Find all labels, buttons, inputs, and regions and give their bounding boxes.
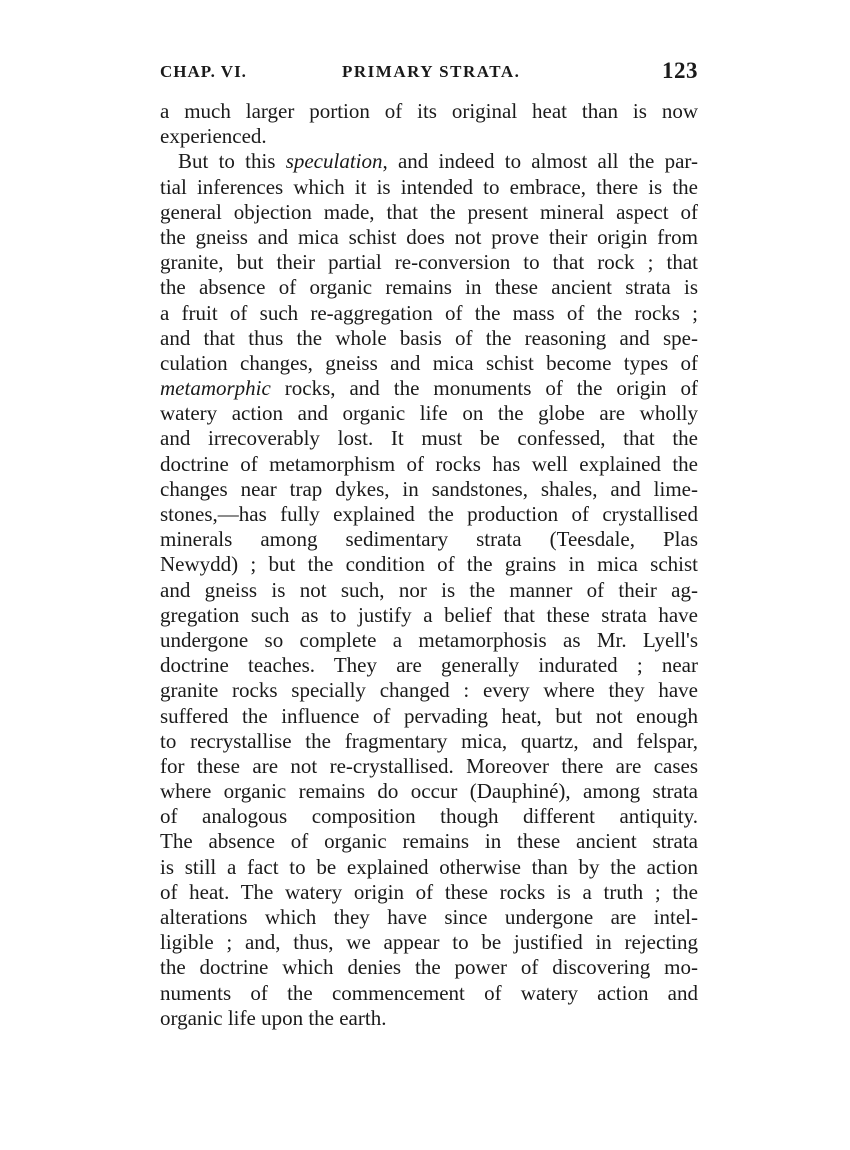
text-line: is still a fact to be explained otherwise than by the action <box>160 854 698 879</box>
text-line <box>160 376 698 401</box>
text-line: watery action and organic life on the globe are wholly <box>160 401 698 426</box>
italic-term: speculation <box>285 149 383 174</box>
text-line: minerals among sedimentary strata (Teesdale, Plas <box>160 527 698 552</box>
text-line: and irrecoverably lost. It must be confessed, that the <box>160 426 698 451</box>
text-line: of heat. The watery origin of these rocks is a truth ; the <box>160 879 698 904</box>
text-line: culation changes, gneiss and mica schist become types of <box>160 350 698 375</box>
text-line: doctrine of metamorphism of rocks has well explained the <box>160 451 698 476</box>
text-line: undergone so complete a metamorphosis as Mr. Lyell's <box>160 627 698 652</box>
page-number: 123 <box>662 58 698 83</box>
text-line: suffered the influence of pervading heat, but not enough <box>160 703 698 728</box>
text-line: experienced. <box>160 124 267 149</box>
text-line: general objection made, that the present mineral aspect of <box>160 199 698 224</box>
text-line: and gneiss is not such, nor is the manner of their ag- <box>160 577 698 602</box>
text-line: to recrystallise the fragmentary mica, quartz, and felspar, <box>160 728 698 753</box>
text-run: , and indeed to almost all the par- <box>382 149 698 174</box>
text-line: numents of the commencement of watery action and <box>160 980 698 1005</box>
chapter-label: CHAP. VI. <box>160 62 247 81</box>
body-text <box>160 99 698 1031</box>
text-line: tial inferences which it is intended to embrace, there is the <box>160 174 698 199</box>
text-line: the absence of organic remains in these ancient strata is <box>160 275 698 300</box>
running-header <box>160 58 698 84</box>
text-line: a much larger portion of its original heat than is now <box>160 99 698 123</box>
text-line: for these are not re-crystallised. Moreover there are cases <box>160 753 698 778</box>
text-line: where organic remains do occur (Dauphiné), among strata <box>160 779 698 804</box>
text-line: organic life upon the earth. <box>160 1005 387 1030</box>
text-run: But to this <box>178 149 286 174</box>
text-line: doctrine teaches. They are generally indurated ; near <box>160 653 698 678</box>
text-line: changes near trap dykes, in sandstones, shales, and lime- <box>160 476 698 501</box>
text-line: ligible ; and, thus, we appear to be justified in rejecting <box>160 930 698 955</box>
text-line: granite rocks specially changed : every where they have <box>160 678 698 703</box>
text-line: and that thus the whole basis of the reasoning and spe- <box>160 325 698 350</box>
running-title: PRIMARY STRATA. <box>342 62 521 81</box>
text-line: stones,—has fully explained the production of crystallised <box>160 502 698 526</box>
text-line: a fruit of such re-aggregation of the mass of the rocks ; <box>160 300 698 325</box>
text-line: Newydd) ; but the condition of the grains in mica schist <box>160 552 698 577</box>
text-line: the gneiss and mica schist does not prove their origin from <box>160 224 698 249</box>
text-line: of analogous composition though different antiquity. <box>160 804 698 829</box>
text-line: granite, but their partial re-conversion to that rock ; that <box>160 250 698 275</box>
paragraph-first-line <box>160 149 698 174</box>
text-line: gregation such as to justify a belief that these strata have <box>160 602 698 627</box>
italic-term: metamorphic <box>160 376 271 401</box>
text-line: The absence of organic remains in these ancient strata <box>160 829 698 854</box>
text-line: alterations which they have since undergone are intel- <box>160 905 698 929</box>
text-line: the doctrine which denies the power of discovering mo- <box>160 955 698 980</box>
text-run: rocks, and the monuments of the origin of <box>270 376 698 401</box>
